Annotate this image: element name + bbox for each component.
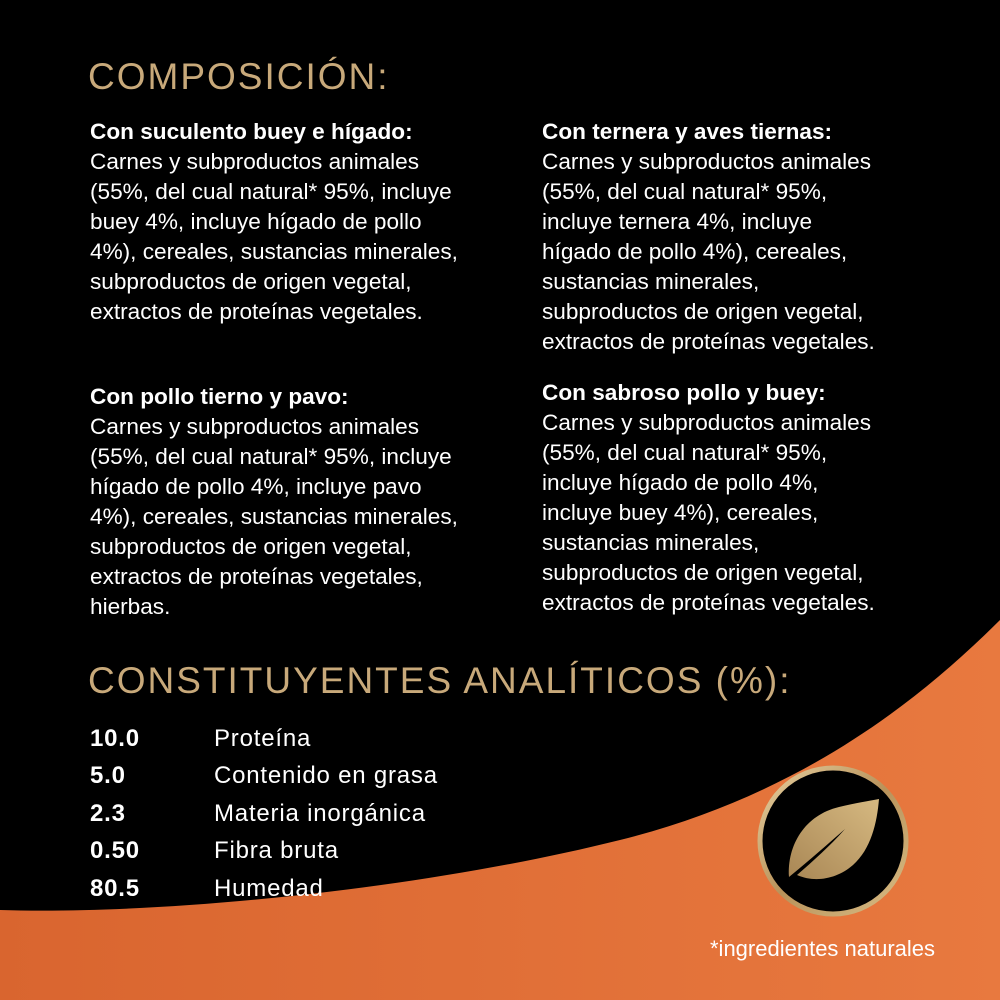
block-line: (55%, del cual natural* 95%, bbox=[542, 440, 828, 465]
constituent-name: Materia inorgánica bbox=[214, 799, 426, 827]
footnote-natural-ingredients: *ingredientes naturales bbox=[710, 936, 936, 961]
constituent-name: Proteína bbox=[214, 724, 312, 752]
composicion-heading: COMPOSICIÓN: bbox=[88, 56, 390, 97]
composition-block-ternera-aves bbox=[542, 117, 962, 357]
block-line: sustancias minerales, bbox=[542, 530, 760, 555]
block-line: extractos de proteínas vegetales. bbox=[90, 299, 423, 324]
block-line: subproductos de origen vegetal, bbox=[90, 269, 412, 294]
block-line: hígado de pollo 4%, incluye pavo bbox=[90, 474, 422, 499]
block-title: Con sabroso pollo y buey: bbox=[542, 380, 826, 405]
constituent-name: Contenido en grasa bbox=[214, 762, 438, 790]
block-line: 4%), cereales, sustancias minerales, bbox=[90, 504, 458, 529]
constituent-name: Humedad bbox=[214, 874, 324, 902]
block-line: incluye ternera 4%, incluye bbox=[542, 209, 813, 234]
block-line: incluye hígado de pollo 4%, bbox=[542, 470, 819, 495]
block-line: Carnes y subproductos animales bbox=[542, 410, 872, 435]
natural-leaf-badge bbox=[757, 765, 909, 917]
block-title: Con pollo tierno y pavo: bbox=[90, 384, 349, 409]
block-line: hierbas. bbox=[90, 594, 171, 619]
table-row bbox=[90, 758, 438, 796]
block-line: hígado de pollo 4%), cereales, bbox=[542, 239, 848, 264]
composition-block-pollo-buey bbox=[542, 378, 962, 618]
block-line: (55%, del cual natural* 95%, incluye bbox=[90, 444, 452, 469]
block-line: incluye buey 4%), cereales, bbox=[542, 500, 819, 525]
constituent-name: Fibra bruta bbox=[214, 837, 339, 865]
block-line: subproductos de origen vegetal, bbox=[542, 299, 864, 324]
block-line: (55%, del cual natural* 95%, bbox=[542, 179, 828, 204]
constituyentes-heading: CONSTITUYENTES ANALÍTICOS (%): bbox=[88, 660, 792, 701]
constituent-value: 0.50 bbox=[90, 837, 140, 865]
block-line: subproductos de origen vegetal, bbox=[542, 560, 864, 585]
table-row bbox=[90, 720, 438, 758]
table-row bbox=[90, 795, 438, 833]
block-line: extractos de proteínas vegetales, bbox=[90, 564, 423, 589]
composition-block-buey-higado bbox=[90, 117, 510, 327]
block-title: Con suculento buey e hígado: bbox=[90, 119, 413, 144]
block-line: buey 4%, incluye hígado de pollo bbox=[90, 209, 422, 234]
table-row bbox=[90, 833, 438, 871]
constituent-value: 80.5 bbox=[90, 874, 140, 902]
block-line: Carnes y subproductos animales bbox=[90, 149, 420, 174]
composition-block-pollo-pavo bbox=[90, 382, 510, 622]
block-line: sustancias minerales, bbox=[542, 269, 760, 294]
block-line: (55%, del cual natural* 95%, incluye bbox=[90, 179, 452, 204]
block-title: Con ternera y aves tiernas: bbox=[542, 119, 833, 144]
table-row bbox=[90, 870, 438, 908]
constituent-value: 5.0 bbox=[90, 762, 126, 790]
block-line: extractos de proteínas vegetales. bbox=[542, 590, 875, 615]
analytical-constituents-table bbox=[90, 720, 438, 908]
block-line: Carnes y subproductos animales bbox=[90, 414, 420, 439]
block-line: 4%), cereales, sustancias minerales, bbox=[90, 239, 458, 264]
block-line: Carnes y subproductos animales bbox=[542, 149, 872, 174]
block-line: subproductos de origen vegetal, bbox=[90, 534, 412, 559]
constituent-value: 2.3 bbox=[90, 799, 126, 827]
block-line: extractos de proteínas vegetales. bbox=[542, 329, 875, 354]
constituent-value: 10.0 bbox=[90, 724, 140, 752]
